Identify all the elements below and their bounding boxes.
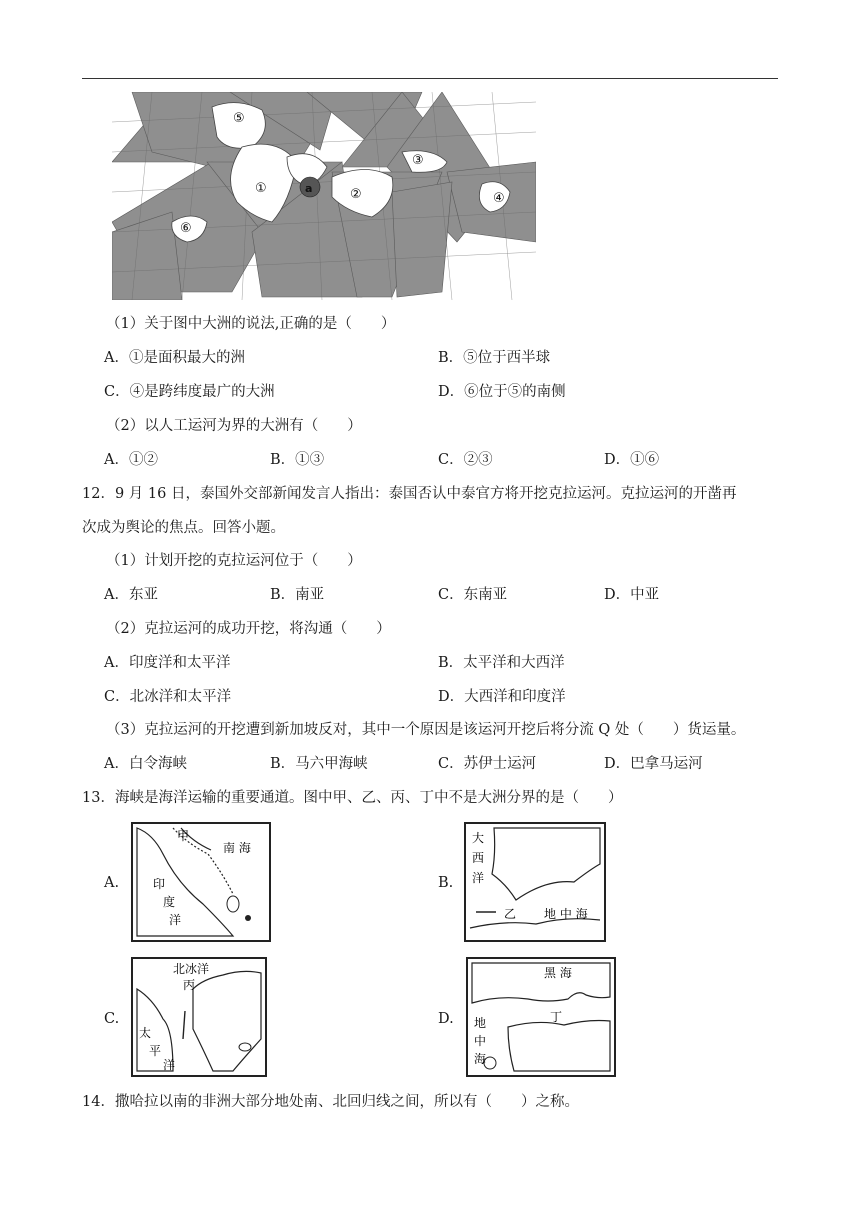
- q12-sub2-option-c[interactable]: C．北冰洋和太平洋: [104, 689, 232, 705]
- q11-sub2-option-c[interactable]: C．②③: [438, 452, 493, 468]
- q13-map-d-label-di: 地: [474, 1016, 487, 1030]
- q12-sub3-option-b[interactable]: B．马六甲海峡: [270, 756, 368, 772]
- q13-map-d[interactable]: [466, 957, 616, 1077]
- q13-option-d-letter[interactable]: D.: [438, 1011, 454, 1027]
- q13-map-b-label-yang: 洋: [472, 871, 485, 885]
- q13-map-c[interactable]: [131, 957, 267, 1077]
- map-label-4: ④: [493, 191, 505, 206]
- q12-sub3-option-c[interactable]: C．苏伊士运河: [438, 756, 537, 772]
- q13-map-c-label-ping: 平: [149, 1044, 162, 1058]
- q12-sub1-option-d[interactable]: D．中亚: [604, 587, 660, 603]
- q12-sub3-option-d[interactable]: D．巴拿马运河: [604, 756, 703, 772]
- q11-sub2-option-b[interactable]: B．①③: [270, 452, 325, 468]
- q13-map-b-label-xi: 西: [472, 851, 485, 865]
- q13-option-b-letter[interactable]: B.: [438, 875, 454, 891]
- q13-map-b[interactable]: [464, 822, 606, 942]
- q13-map-c-label-bing: 丙: [183, 978, 196, 992]
- q12-sub1-option-a[interactable]: A．东亚: [104, 587, 158, 603]
- q11-sub1-option-b[interactable]: B．⑤位于西半球: [438, 350, 551, 366]
- q11-sub1-stem: （1）关于图中大洲的说法,正确的是（ ）: [106, 316, 396, 332]
- q12-sub2-option-b[interactable]: B．太平洋和大西洋: [438, 655, 565, 671]
- q13-map-d-label-zhong: 中: [474, 1034, 487, 1048]
- map-label-1: ①: [255, 181, 267, 196]
- map-label-3: ③: [412, 153, 424, 168]
- map-label-6: ⑥: [180, 221, 192, 236]
- q12-sub2-stem: （2）克拉运河的成功开挖，将沟通（ ）: [106, 621, 391, 637]
- map-label-5: ⑤: [233, 111, 245, 126]
- q13-map-a-label-nanhai: 南 海: [223, 841, 251, 855]
- q13-map-a-label-yang: 洋: [169, 913, 182, 927]
- q13-map-c-label-beibingyang: 北冰洋: [173, 962, 210, 976]
- q13-map-c-label-yang: 洋: [163, 1058, 176, 1072]
- q11-sub1-option-a[interactable]: A．①是面积最大的洲: [104, 350, 245, 366]
- q11-sub1-option-c[interactable]: C．④是跨纬度最广的大洲: [104, 384, 275, 400]
- q11-sub1-option-d[interactable]: D．⑥位于⑤的南侧: [438, 384, 566, 400]
- q13-map-b-label-yi: 乙: [504, 907, 517, 921]
- q13-map-a[interactable]: [131, 822, 271, 942]
- q13-map-c-label-tai: 太: [139, 1026, 152, 1040]
- q13-map-d-label-heihai: 黑 海: [544, 966, 572, 980]
- q11-sub2-option-d[interactable]: D．①⑥: [604, 452, 660, 468]
- q13-map-d-label-hai: 海: [474, 1052, 487, 1066]
- q13-map-b-label-dizhonghai: 地 中 海: [544, 907, 588, 921]
- q13-map-a-label-yin: 印: [153, 877, 166, 891]
- q12-sub1-option-b[interactable]: B．南亚: [270, 587, 325, 603]
- q12-sub3-option-a[interactable]: A．白令海峡: [104, 756, 187, 772]
- q13-option-c-letter[interactable]: C.: [104, 1011, 120, 1027]
- q12-sub2-option-a[interactable]: A．印度洋和太平洋: [104, 655, 231, 671]
- q13-map-d-label-ding: 丁: [550, 1010, 563, 1024]
- q12-sub1-option-c[interactable]: C．东南亚: [438, 587, 508, 603]
- q13-map-a-label-jia: 甲: [177, 829, 190, 843]
- q11-sub2-stem: （2）以人工运河为界的大洲有（ ）: [106, 418, 362, 434]
- map-label-2: ②: [350, 187, 362, 202]
- q12-sub1-stem: （1）计划开挖的克拉运河位于（ ）: [106, 553, 362, 569]
- q14-stem: 14．撒哈拉以南的非洲大部分地处南、北回归线之间，所以有（ ）之称。: [82, 1094, 579, 1110]
- q12-stem-line1: 12．9 月 16 日，泰国外交部新闻发言人指出：泰国否认中泰官方将开挖克拉运河。克拉运河的开凿再: [82, 486, 737, 502]
- header-rule: [82, 78, 778, 79]
- q12-stem-line2: 次成为舆论的焦点。回答小题。: [82, 520, 285, 536]
- q13-map-b-label-da: 大: [472, 831, 485, 845]
- q13-map-a-label-du: 度: [163, 895, 176, 909]
- q11-sub2-option-a[interactable]: A．①②: [104, 452, 158, 468]
- q12-sub2-option-d[interactable]: D．大西洋和印度洋: [438, 689, 566, 705]
- q13-option-a-letter[interactable]: A.: [104, 875, 120, 891]
- q13-stem: 13．海峡是海洋运输的重要通道。图中甲、乙、丙、丁中不是大洲分界的是（ ）: [82, 790, 623, 806]
- map-label-a: a: [305, 182, 313, 195]
- q12-sub3-stem: （3）克拉运河的开挖遭到新加坡反对，其中一个原因是该运河开挖后将分流 Q 处（ ）货运量。: [106, 722, 746, 738]
- dymaxion-world-map: [112, 92, 536, 300]
